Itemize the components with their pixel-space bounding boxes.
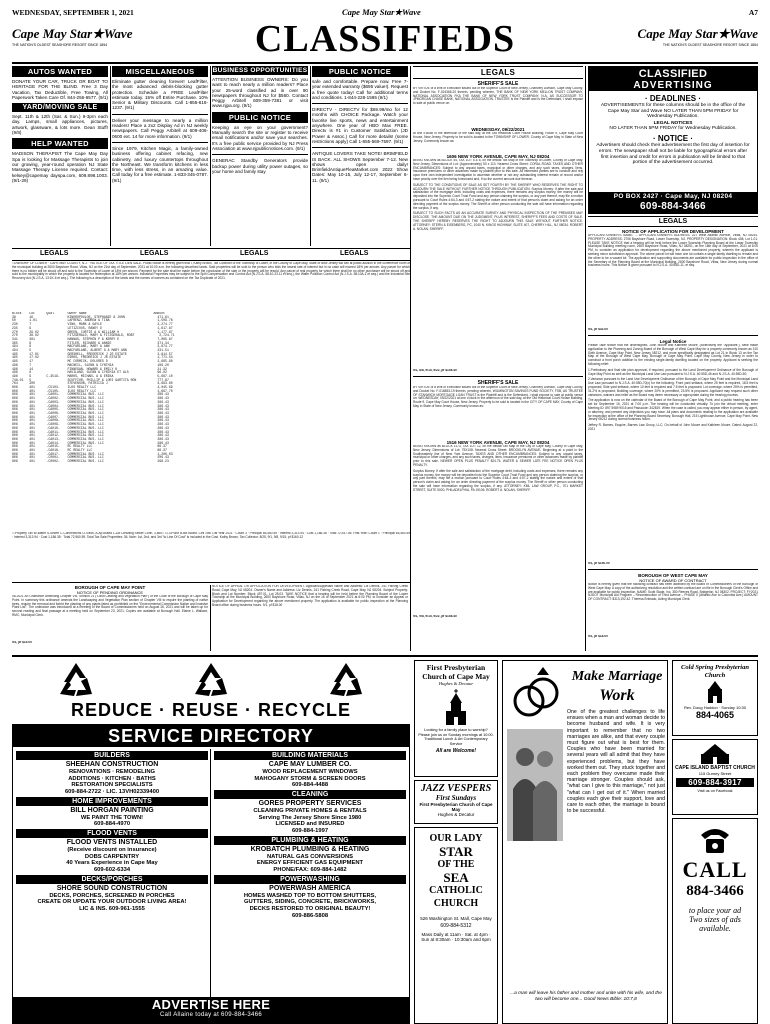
make-marriage-work-ad bbox=[502, 660, 668, 1024]
sheriff-sale-column: LEGALS SHERIFF'S SALE BY VIRTUE of a Writ of Execution issued out of the Superior Court of New Jersey, Chancery Division, Cape May County, and Docket No. F-024365-20 therein, pending wherein, THE BANK OF NEW YORK MELLON TRUST COMPANY, NATIONAL ASSOCIATION FKA THE BANK OF NEW YORK TRUST COMPANY, N.A. AS SUCCESSOR TO JPMORGAN CHASE BANK, NATIONAL ASSOCIATION, TRUSTEE is the Plaintiff and is the Defendant, I shall expose to sale at public venue on: WEDNESDAY, 09/22/2021 at one o'clock in the afternoon of the said day, at the Old Historical Court House Building, Route 9, Cape May Court House, New Jersey. Property to be sold is located in the TOWNSHIP OF LOWER, County of Cape May in State of New Jersey. Commonly known as: 1606 NEW YORK AVENUE, CAPE MAY, NJ 08204 BEING KNOWN as BLOCK 44, TAX LOT 5 & 6, on the official Tax Map of the Township of Lower, County of Cape May, New Jersey. Dimensions of Lot: (Approximately) 50 x 110. Nearest Cross Street: CORAL ROAD. TAXES AND OTHER ENCUMBRANCES: Subject to any unpaid taxes, municipal or other charges, and any such taxes, charges, liens, insurance premiums or other advances made by plaintiff prior to this sale. All interested parties are to conduct and rely upon their own independent investigation to ascertain whether or not any outstanding interest remain of record and/or have priority over the lien being foreclosed and, if so the current amount due thereon. SUBJECT TO THE CONDITIONS OF SALE AS SET FOURTH BY THE SHERIFF WHO RESERVES THE RIGHT TO ADJOURN THE SALE WITHOUT FURTHER NOTICE THROUGH PUBLICATION. Surplus Money: If after the sale and satisfaction of the mortgage debt, including costs and expenses, there remains any surplus money, the money will be deposited into the Superior Court Trust Fund and any person claiming the surplus, or any part thereof, may file a motion pursuant to Court Rules 4:64-3 and 4:57-2 stating the nature and extent of that person's claim and asking for an order directing payment of the surplus money. The Sheriff or other person conducting the sale will have information regarding the surplus, if any. SUBJECT TO SUCH FACTS AS AN ACCURATE SURVEY AND PHYSICAL INSPECTION OF THE PREMISES MAY DISCLOSE. THE AMOUNT DUE ON THE JUDGMENT, PLUS INTEREST, SHERIFF'S FEES AND COSTS OF SALE. THE SHERIFF HEREBY RESERVES THE RIGHT TO ADJOURN THIS SALE WITHOUT FURTHER NOTICE. ATTORNEY: STERN & EISENBERG, PC, 1040 N. KINGS HIGHWAY, SUITE 407, CHERRY HILL, NJ 08034. ROBERT A. NOLAN, SHERIFF. 9/1, 8/8, 9/15, 9/22, pf $158.40 SHERIFF'S SALE BY VIRTUE of a Writ of Execution issued out of the Superior Court of New Jersey, Chancery Division, Cape May County, and Docket No. F-016853-19 therein, pending wherein, WILMINGTON SAVINGS FUND SOCIETY, FSB, AS TRUSTEE OF STANWICH MORTGAGE LOAN TRUST is the Plaintiff and is the Defendant, I shall expose to sale at public venue on: WEDNESDAY, 09/22/2021 at one o'clock in the afternoon of the said day, at the Old Historical Court House Building, Route 9, Cape May Court House, New Jersey. Property to be sold is located in the CITY OF CAPE MAY, County of Cape May in State of New Jersey. Commonly known as: 1516 NEW YORK AVENUE, CAPE MAY, NJ 08204 BEING KNOWN as BLOCK 1173, TAX LOT 12, on the official Tax Map of the City of Cape May, County of Cape May, New Jersey. Dimensions of Lot: 75X108. Nearest Cross Street: BROOKLYN AVENUE. Beginning at a point in the Southeasterly line of New York Avenue. TAXES AND OTHER ENCUMBRANCES: Subject to any unpaid taxes, municipal or other charges, and any such taxes, charges, liens, insurance premiums or other advances made by plaintiff prior to this sale. NEWER OPEN PLUS PENALTY $24.75. WATER & SEWER LATE FEE NOTICE OPEN PLUS PENALTY. Surplus Money: If after the sale and satisfaction of the mortgage debt, including costs and expenses, there remains any surplus money, the money will be deposited into the Superior Court Trust Fund and any person claiming the surplus, or any part thereof, may file a motion pursuant to Court Rules 4:64-3 and 4:57-2 stating the nature and extent of that person's claim and asking for an order directing payment of the surplus money. The Sheriff or other person conducting the sale will have information regarding the surplus, if any. ATTORNEY: KML LAW GROUP, P.C., 701 MARKET STREET, SUITE 5000, PHILADELPHIA, PA 19106. ROBERT A. NOLAN, SHERIFF. 9/1, 9/8, 9/15, 9/22, pf $158.40 bbox=[413, 68, 583, 618]
sheriff-sale-heading-1: SHERIFF'S SALE bbox=[477, 81, 519, 87]
cape-may-point-title: BOROUGH OF CAPE MAY POINT bbox=[74, 585, 146, 590]
service-listing-line: 609-884-2722 · LIC. 13VH02339400 bbox=[64, 789, 160, 796]
baptist-church-icon bbox=[695, 744, 735, 764]
service-listing-line: ADDITIONS · KITCHEN · BATHS bbox=[68, 775, 156, 782]
service-listing-line: 40 Years Experience in Cape May bbox=[66, 860, 158, 867]
jazz-vespers-title: JAZZ VESPERS bbox=[420, 783, 492, 794]
service-listing-line: 609-884-4970 bbox=[93, 821, 131, 828]
cold-spring-phone[interactable]: 884-4065 bbox=[695, 710, 735, 720]
wedding-rings-icon bbox=[507, 665, 565, 727]
first-presbyterian-sub: Hughes & Decatur bbox=[438, 681, 474, 686]
baptist-name: CAPE ISLAND BAPTIST CHURCH bbox=[675, 765, 755, 771]
left-logo: Cape May Star★Wave bbox=[12, 26, 133, 41]
help-wanted-heading: HELP WANTED bbox=[12, 138, 108, 149]
first-presbyterian-welcome: All are Welcome! bbox=[435, 748, 477, 754]
public-notice-heading-2: PUBLIC NOTICE bbox=[312, 66, 408, 77]
cold-spring-church-icon bbox=[705, 681, 725, 703]
legal-notice-title: Legal Notice bbox=[659, 339, 687, 344]
deadlines-body: ADVERTISEMENTS for these columns should be in the office of the Cape May Star and Wave NO LATER THAN 5PM FRIDAY for Wednesday Publication. bbox=[600, 103, 746, 120]
classified-title-2: ADVERTISING bbox=[589, 80, 757, 91]
service-directory-left bbox=[16, 750, 208, 913]
call-line-1: to place your ad bbox=[688, 906, 742, 915]
advertise-title: ADVERTISE HERE bbox=[151, 997, 271, 1012]
col-public-notice bbox=[312, 66, 408, 246]
service-listing-line: (Receive discount on insurance) bbox=[67, 847, 157, 854]
classifieds-title: CLASSIFIEDS bbox=[254, 18, 516, 60]
legals-heading-c: LEGALS bbox=[240, 250, 269, 257]
service-listing-line: 609-886-5808 bbox=[291, 912, 329, 919]
notice-title: · NOTICE · bbox=[653, 134, 693, 144]
misc-ad-2: Deliver your message to nearly a million readers! Place a 2x2 Display Ad in NJ weekly newspapers. Call Peggy Arbitell at 609-406-0600 ext. 14 for more information. (9/1) bbox=[112, 117, 208, 139]
generac-ad: GENERAC Standby Generators provide backup power during utility power outages, so your home and family stay bbox=[212, 158, 308, 174]
sheriff-sale-date: WEDNESDAY, 09/22/2021 bbox=[471, 127, 525, 132]
service-listing-line: CREATE OR UPDATE YOUR OUTDOOR LIVING AREA! bbox=[37, 899, 187, 906]
service-section-heading: BUILDING MATERIALS bbox=[214, 751, 406, 760]
borough-west-cape-may-title: BOROUGH OF WEST CAPE MAY bbox=[638, 573, 708, 578]
service-listing-line: DECKS, PORCHES, SCREENED IN PORCHES bbox=[49, 892, 175, 899]
service-listing-line: NATURAL GAS CONVERSIONS bbox=[266, 853, 354, 860]
business-heading: BUSINESS OPPORTUNITIES bbox=[212, 67, 308, 74]
sheriff-sale-price-1: 9/1, 8/8, 9/15, 9/22, pf $158.40 bbox=[413, 369, 457, 372]
baptist-phone[interactable]: 609-884-3917 bbox=[676, 778, 754, 787]
service-listing-line: LICENSED and INSURED bbox=[275, 821, 345, 828]
service-listing-line: KROBATCH PLUMBING & HEATING bbox=[250, 845, 370, 853]
advertise-sub: Call Allaine today at 609-884-3466 bbox=[160, 1012, 262, 1018]
call-label: CALL bbox=[682, 857, 748, 882]
service-listing-line: SHORE SOUND CONSTRUCTION bbox=[56, 884, 168, 892]
col-business bbox=[212, 66, 308, 246]
pending-ordinance-title: NOTICE OF PENDING ORDINANCE bbox=[76, 590, 144, 595]
our-lady-name bbox=[415, 832, 497, 910]
page-number: A7 bbox=[748, 8, 758, 17]
help-wanted-body: MADISON THERAPIST The Cape May Day Spa is looking for Massage Therapists to join our growing, year-round operation NJ State Massage Therapy License required. Contact: kelsey@capemay dayspa.com, 609.898.1003. (9/1-29) bbox=[12, 151, 108, 183]
award-contract-title: NOTICE OF AWARD OF CONTRACT bbox=[639, 578, 707, 583]
misc-ad-3: Since 1979, Kitchen Magic, a family-owned business offering cabinet refacing, new cabinetry, and luxury countertops throughout the Northeast. We transform kitchens in less time, with less stress, in an amazing value. Call today for a free estimate. 1-833-345-0787. (9/1) bbox=[112, 145, 208, 183]
service-section-heading: CLEANING bbox=[214, 790, 406, 799]
col7-price-1: 9/1, pf $32.00 bbox=[588, 328, 608, 331]
misc-ad-1: Eliminate gutter cleaning forever! LeafFilter, the most advanced debris-blocking gutter protection. Schedule a FREE LeafFilter estimate today. 15% off Entire Purchase. 10% Senior & Military Discounts. Call 1-855-616-1237. (9/1) bbox=[112, 79, 208, 111]
tax-sale-table: Block Lot Qual Owner Name Amount 38 16 KINDROPOULOS, STEPHANIE & JOHN 471.61 50 1.01 LAFRENZ, ANDREW & TINA 1,509.76 230 7 VINK, MARK & GAYLE 2,274.77 235 9 LETIZIOUS, RANDY D 1,617.87 270 29.02 GREEN, CURTIS A & WILLIAM H 1,177.87 270 38.02 FITZGERALD, MARY & FITZGERALD, ROBT 2,724.71 341 301 HANNAS, STEPHEN P & KERRY E 7,065.87 365 8 FITLER, RICHARD & ANNIE 371.34 494 8 MACFARLANE, MARY & ANN 3,674.77 494 5 MACFARLANE, ALBERT G & MARY ANN 231.51 495 17.01 GERSHELL, FREDERICK J JR ESTATE 2,814.57 495 17.02 DIRKS, FREDERICK J JR ESTATE 1,771.54 495 17 MC CORMICK, DOLORES D 2,665.90 496 7 MACNEIL, GLENN & CYNTHIA 189.20 496 14 FINNEGAN, HOWARD & EMILY K 21.32 496 8 HAVILAND, GLENN & CYNTHIA ET ALS 96.02 496 9 C-3519- MARKS, MICHAEL A & ERIKA 5,687.10 748.01 5 SCUFFIOR, PHILLIP & LORI GARTITA RON 777.87 764 300 STEVENSON, PATRICIA J 3,693.60 806 401 -C5103- ILKS REALTY LLC 4,045.69 806 401 -C5105- ILKS REALTY LLC 1,697.70 806 401 -CA001- COMMERCIAL BUS. LLC 286.43 806 401 -CA002- COMMERCIAL BUS. LLC 286.43 806 401 -CA003- COMMERCIAL BUS. LLC 286.43 806 401 -CA004- COMMERCIAL BUS. LLC 286.43 806 401 -CA005- COMMERCIAL BUS. LLC 286.43 806 401 -CA006- COMMERCIAL BUS. LLC 286.43 806 401 -CA007- COMMERCIAL BUS. LLC 286.43 806 401 -CA008- COMMERCIAL BUS. LLC 286.43 806 401 -CA009- COMMERCIAL BUS. LLC 286.43 806 401 -CA010- COMMERCIAL BUS. LLC 286.43 806 401 -CA011- COMMERCIAL BUS. LLC 286.43 806 401 -CA012- COMMERCIAL BUS. LLC 286.43 806 401 -CA013- COMMERCIAL BUS. LLC 286.43 806 401 -CA014- COMMERCIAL BUS. LLC 286.43 806 401 -CA015- RC REALTY LLC 86.37 806 401 -CA016- RC REALTY LLC 86.37 806 401 -CA017- COMMERCIAL BUS. LLC 1,206.03 806 401 -C0001- COMMERCIAL BUS. LLC 206.43 806 401 -C0002- COMMERCIAL BUS. LLC 298.23 bbox=[12, 312, 175, 464]
sheriff-sale-price-2: 9/1, 9/8, 9/15, 9/22, pf $158.40 bbox=[413, 615, 457, 618]
service-listing-line: Serving The Jersey Shore Since 1980 bbox=[258, 814, 362, 821]
service-directory-title: SERVICE DIRECTORY bbox=[13, 725, 409, 747]
col-misc bbox=[112, 66, 208, 246]
our-lady-name-line: CATHOLIC bbox=[429, 885, 483, 896]
service-section-heading: BUILDERS bbox=[16, 751, 208, 760]
couple-photo bbox=[507, 729, 563, 841]
our-lady-mass-times: Mass Daily at 11am · Sat. at 4pm · Sun at 8:30am · 10:30am and 6pm bbox=[421, 932, 491, 943]
directv-ad: DIRECTV - DIRECTV for $69.99/mo for 12 months with CHOICE Package. Watch your favorite live sports, news and entertainment anywhere. One year of HBO Max FREE. Directv is #1 in Customer Satisfaction (JD Power & Assoc.) Call for more details! (some restrictions apply) Call 1-855-569-7597. (9/1) bbox=[312, 107, 408, 144]
recycle-arrow-icon-1 bbox=[54, 660, 98, 705]
sheriff-sale-address-1: 1606 NEW YORK AVENUE, CAPE MAY, NJ 08204 bbox=[446, 154, 550, 159]
call-phone[interactable]: 884-3466 bbox=[686, 883, 744, 899]
sheriff-sale-address-2: 1516 NEW YORK AVENUE, CAPE MAY, NJ 08204 bbox=[446, 440, 550, 445]
service-listing-line: GUTTERS, SIDING, CONCRETE, BRICKWORKS, bbox=[243, 899, 377, 906]
service-section-heading: POWERWASHING bbox=[214, 875, 406, 884]
recycle-banner bbox=[12, 660, 410, 720]
autos-wanted-heading: AUTOS WANTED bbox=[12, 66, 108, 77]
our-lady-name-line: OUR LADY bbox=[429, 833, 483, 844]
service-listing-line: FLOOD VENTS INSTALLED bbox=[66, 839, 158, 847]
antique-ad: ANTIQUE LOVERS TAKE NOTE! BRIMFIELD IS BACK. ALL SHOWS September 7-12. New shows open daily! BrimfieldAntiqueFleaMarket.com 2022 Show Dates: May 10-15, July 12-17, September 6-11. (9/1) bbox=[312, 151, 408, 183]
service-listing-line: WOOD REPLACEMENT WINDOWS bbox=[262, 769, 358, 776]
paper-name: Cape May Star★Wave bbox=[342, 7, 421, 17]
service-listing-line: CAPE MAY LUMBER CO. bbox=[268, 761, 352, 768]
classified-phone[interactable]: 609-884-3466 bbox=[589, 201, 757, 213]
cape-may-point-price: 9/1, pf $15.00 bbox=[12, 641, 32, 644]
our-lady-name-line: STAR bbox=[439, 844, 473, 859]
legals-heading-d: LEGALS bbox=[340, 250, 369, 257]
telephone-icon bbox=[697, 825, 733, 855]
call-line-2: Two sizes of ads available. bbox=[689, 915, 741, 933]
legals-heading-col7: LEGALS bbox=[588, 216, 758, 227]
recycle-slogan: REDUCE · REUSE · RECYCLE bbox=[70, 700, 352, 720]
po-box: PO BOX 2427 · Cape May, NJ 08204 bbox=[589, 192, 757, 201]
legal-notices-title: LEGAL NOTICES bbox=[653, 120, 693, 126]
sheriff-sale-heading-2: SHERIFF'S SALE bbox=[477, 380, 519, 386]
deadlines-title: · DEADLINES · bbox=[645, 94, 701, 103]
yard-sale-body: Sept. 11th & 12th (Sat. & Sun.) 9-3pm each day. Lamps, small appliances, pictures, artwork, glassware, & lots more. Gean Stuff! (9/8) bbox=[12, 114, 108, 136]
masthead bbox=[12, 18, 758, 60]
our-lady-phone[interactable]: 609-884-5312 bbox=[440, 923, 472, 929]
service-listing-line: GORES PROPERTY SERVICES bbox=[258, 800, 362, 808]
service-listing-line: RESTORATION SPECIALISTS bbox=[71, 782, 153, 789]
service-listing-line: DOBS CARPENTRY bbox=[84, 853, 140, 860]
service-listing-line: HOMES WASHED TOP TO BOTTOM SHUTTERS, bbox=[243, 892, 377, 899]
service-listing-line: 609-884-4488 bbox=[291, 782, 329, 789]
jazz-vespers-where: First Presbyterian Church of Cape May bbox=[419, 802, 493, 812]
service-listing-line: WE PAINT THE TOWN! bbox=[80, 814, 144, 821]
notice-body: Advertisers should check their advertisement the first day of insertion for errors. The newspaper shall not be liable for typographical errors after first insertion and credit for errors in publication will be limited to that portion of the advertisement occurred. bbox=[596, 143, 750, 166]
service-listing-line: 609-884-1997 bbox=[291, 828, 329, 835]
col7-price-3: 9/1, pf $18.00 bbox=[588, 635, 608, 638]
service-listing-line: DECKS RESTORED TO ORIGINAL BEAUTY! bbox=[249, 906, 371, 913]
col-autos bbox=[12, 66, 108, 246]
tax-sale-footer: T-Property Tax W-Water S-Sewer C-Connections O-Trash. A-Ap Assed L-Lot Cleaning Sewer Conn. 3,660T. G-GFWM B-BB Board. Cell Tow. List Year 2021 · Count 3 · Principal 65,460.59 · Interest 3,313.94 · Cost 1,186.38 · Total 72,937.06. First Year: Count 1 · Principal 65,460.59 · Interest 3,313.94 · Cost 1,186.38 · Total 72,960.59. Total Tax Sale Properties: 36. Note: 1st, 2nd, and 3rd "to Line Of Cost" is included in the Cost. Kathy Brown, Tax Collector. 8/25, 9/1, 9/8, 9/15, pf $160.12 bbox=[12, 532, 410, 539]
generac-continued: safe and comfortable. Prepare now. Free 7-year extended warranty ($695 value!). Request a free quote today! Call for additional terms and conditions. 1-844-228-1595 (9/1) bbox=[312, 79, 408, 100]
yard-sale-heading: YARD/MOVING SALE bbox=[12, 103, 108, 112]
our-lady-address: 526 Washington St. Mall, Cape May bbox=[420, 916, 492, 921]
service-section-heading: PLUMBING & HEATING bbox=[214, 836, 406, 845]
cape-may-point-notice: BOROUGH OF CAPE MAY POINT NOTICE OF PENDING ORDINANCE 08-2021 An Ordinance Amending Chapter VIII, Section 21 ("Land Clearing and Vegetation Plan") of the Code of the Borough of Cape May Point. In summary this ordinance amends the Landscaping and Vegetation Plan section of Chapter VIII to require the planting of native trees, require the removal and forbid the planting of any plants listed as prohibited on the "Environmental Commission Native and Invasive Plant List". The ordinance was introduced at a meeting of the Board of Commissioners held on August 26, 2021 and will be taken up for second reading and final passage at a meeting held on September 23, 2021. Copies are available at Borough Hall. Elaine L. Wallace, RMC, Municipal Clerk. 9/1, pf $15.00 bbox=[12, 585, 208, 644]
cold-spring-name: Cold Spring Presbyterian Church bbox=[681, 664, 749, 679]
page-date: WEDNESDAY, SEPTEMBER 1, 2021 bbox=[12, 8, 134, 17]
our-lady-name-line: CHURCH bbox=[433, 898, 479, 909]
legal-notices-body: NO LATER THAN 5PM FRIDAY for Wednesday Publication. bbox=[609, 125, 737, 131]
tax-sale-intro: TOWNSHIP OF LOWER · CAPE MAY COUNTY, N.J. · NOTICE OF TAX TITLE LIEN SALE. Public notice is hereby given that I, Kathy Brown, Tax Collector of the Township of Lower, in the County of Cape May, State of New Jersey will sell at public auction in the conference room of the municipal building at 2600 Bayshore Road, Villas, NJ on the 21st day of September, 2021 at 10:00 a.m. the following described lands. Said properties will be sold to the person who bids the lowest rate of interest but in no case will exceed 18% per annum. Any parcel for which there is no bidder will be struck off and sold to the Township of Lower at 18% per annum. Payment for the sale shall be made before the conclusion of the sale or the property will be resold. Any parcel of real property for which there shall be no other purchaser will be struck off and sold to the municipality in which the property is located for redemption at 18% per annum. Industrial Properties may be subject to the Spill Compensation and Control Act (N.J.S.A. 58:10-23.11 et seq.), the Water Pollution Control Act (N.J.S.A. 58:10A-1 et seq.) and the Industrial Site Recovery Act (N.J.S.A. 13:1K-6 et seq.). The following is a description of the lands and the names of owners as contained on the Tax Duplicate of 2021. bbox=[12, 262, 410, 281]
legals-heading-a: LEGALS bbox=[40, 250, 69, 257]
jazz-vespers-ad bbox=[414, 780, 498, 824]
right-logo: Cape May Star★Wave bbox=[637, 26, 758, 41]
classified-title-1: CLASSIFIED bbox=[589, 67, 757, 80]
service-listing-line: CLEANING PRIVATE HOMES & RENTALS bbox=[253, 808, 367, 815]
service-listing-line: ENERGY EFFICIENT GAS EQUIPMENT bbox=[256, 860, 364, 867]
service-listing-line: 609-602-6334 bbox=[93, 867, 131, 874]
service-section-heading: HOME IMPROVEMENTS bbox=[16, 797, 208, 806]
service-section-heading: DECKS/PORCHES bbox=[16, 875, 208, 884]
cold-spring-ad bbox=[672, 660, 758, 736]
first-presbyterian-name: First Presbyterian Church of Cape May bbox=[422, 663, 490, 681]
service-directory-right bbox=[214, 750, 406, 919]
call-to-place-ad bbox=[672, 818, 758, 1024]
service-directory bbox=[12, 724, 410, 1024]
service-listing-line: PHONE/FAX: 609-884-1482 bbox=[273, 867, 347, 874]
advertise-here-banner[interactable] bbox=[13, 997, 409, 1023]
cape-island-baptist-ad bbox=[672, 739, 758, 815]
right-tagline: THE NATION'S OLDEST SEASHORE RESORT SINCE 1854 bbox=[662, 43, 758, 47]
jazz-vespers-sub: Hughes & Decatur bbox=[437, 812, 475, 817]
legals-heading-b: LEGALS bbox=[140, 250, 169, 257]
church-steeple-icon bbox=[443, 689, 469, 725]
col7-price-2: 9/1, pf $150.00 bbox=[588, 562, 610, 565]
public-notice-body-1: Keeping an eye on your government? Manually search the site or register to receive email notifications and/or save your searches. It's a free public service provided by NJ Press Association at www.njpublicnotices.com. (9/1) bbox=[212, 124, 308, 151]
recycle-arrow-icon-2 bbox=[189, 660, 233, 705]
cold-spring-sub: Rev. Doug Haddon · Sunday 10:30 bbox=[684, 705, 746, 710]
left-tagline: THE NATION'S OLDEST SEASHORE RESORT SINCE 1854 bbox=[12, 43, 108, 47]
baptist-address: 115 Gurney Street bbox=[698, 771, 732, 776]
marriage-title-2: Work bbox=[599, 687, 635, 704]
public-notice-heading-1: PUBLIC NOTICE bbox=[212, 112, 308, 123]
marriage-body: One of the greatest challenges to life ensues when a man and woman decide to become husband and wife. It is very important to remember that no two marriages are alike, and that every couple must figure out what is best for them. Couples who have been married for several years will all admit that they have experienced problems, but they have worked them out. They stuck together and each problem they overcame made their marriage stronger. Couples should ask, "what can I give to this marriage," not just "what can I get out of it." When married couples each give their support, love and care to each other, the marriage is bound to be successful. bbox=[567, 709, 665, 815]
business-body: ATTENTION BUSINESS OWNERS: Do you want to reach nearly a million readers? Place your 25-word classified ad in over 90 newspapers throughout NJ for $560. Contact Peggy Arbitell 609-359-7381 or visit www.njpa.org. (9/1) bbox=[212, 77, 308, 109]
service-listing-line: SHEEHAN CONSTRUCTION bbox=[65, 761, 159, 768]
service-listing-line: POWERWASH AMERICA bbox=[269, 884, 351, 892]
service-listing-line: LIC & INS. 609-961-1555 bbox=[79, 906, 145, 913]
autos-wanted-body: DONATE YOUR CAR, TRUCK OR BOAT TO HERITAGE FOR THE BLIND. Free 3 Day Vacation, Tax Deductible, Free Towing, All Paperwork Taken Care Of. 844-256-6577. (9/1) bbox=[12, 79, 108, 100]
application-development-title: NOTICE OF APPLICATION FOR DEVELOPMENT bbox=[621, 229, 724, 234]
service-section-heading: FLOOD VENTS bbox=[16, 829, 208, 838]
marriage-verse: ...a man will leave his father and mother and unite with his wife, and the two will become one... Good News Bible: 10:7,8 bbox=[510, 991, 662, 1002]
our-lady-star-of-sea-ad bbox=[414, 827, 498, 1024]
first-presbyterian-ad bbox=[414, 660, 498, 777]
service-listing-line: RENOVATIONS · REMODELING bbox=[68, 769, 156, 776]
service-listing-line: MAHOGANY STORM & SCREEN DOORS bbox=[254, 775, 366, 782]
legals-header-row bbox=[12, 250, 410, 260]
classified-advertising-box bbox=[588, 66, 758, 214]
our-lady-name-line: OF THE bbox=[437, 859, 475, 870]
legals-heading-col5: LEGALS bbox=[413, 66, 583, 79]
col7-legals: LEGALS NOTICE OF APPLICATION FOR DEVELOPMENT APPLICANT/OWNER'S NAME: ... APPLICANT/OWNER'S ADDRESS: 227 West Atlantic Avenue, Villas, NJ 08251. PROPERTY ADDRESS: 2706 Bayshore Road, Lower Township, NJ. PROPERTY DESIGNATION: Block 408, Lot 1.01. PLEASE TAKE NOTICE that a hearing will be held before the Lower Township Planning Board at the Lower Township Municipal Building meeting room, 2600 Bayshore Road, Villas, NJ 08251, on the 16th day of September, 2021 at 6:00 PM, to consider an application for development regarding the above mentioned property, wherein the applicant is seeking minor subdivision approval. The above parcel lot will have one lot contain a single family dwelling to remain and the other to be a vacant lot. The application and supporting documents are available for public inspection in the office of the Secretary of the Planning Board at the Municipal Building, 2600 Bayshore Road, Villas, New Jersey during normal business hours. This Notice is given pursuant to N.J.S.A. 40:55D-11, et seq. 9/1, pf $32.00 Legal Notice Please Take Notice that the undersigned, John Moore and Kathleen Moore, (collectively the "Applicant"), have made application to the Planning and Zoning Board of the Borough of West Cape May for a property commonly known as 310 Sixth Avenue, Cape May Point, New Jersey 08212, and more specifically designated as Lot 21 in Block 13 on the Tax Map of the Borough of West Cape May, Borough of Cape May Point. Cape May County, New Jersey in order to construct a front porch addition to the existing single-family dwelling located on the property. Applicant is seeking the following relief: 1.Preliminary and final site plan approval, if required, pursuant to the Land Development Ordinance of the Borough of Cape May Point as well as the Municipal Land Use Law pursuant to N.J.S.A. 40:55D-46 and N.J.S.A. 40:55D-50; 2.Variance pursuant to the Land Use Development Ordinance of the Borough of Cape May Point and the Municipal Land Use Law pursuant to N.J.S.A. 40:55D-70(c) for the following: Front yard setback, where 25 feet is required, 18.5 feet is proposed; Side yard setback, where 10 feet is required and 7.5 feet is proposed; Lot coverage, where 25% is permitted, 31.2% is proposed; Building coverage, where 20% is permitted, 23.5% is proposed. Applicant may request such other variances, waivers and relief as the Board may deem necessary or appropriate during the hearing process. The application is now on the calendar of the Board of the Borough of Cape May Point, and a public hearing has been set for September 15, 2021 at 7:00 p.m. The hearing will be conducted virtually. To join the virtual meeting, enter Meeting ID: 897 5989 9015 and Passcode: 342819. When the case is called, you may appear either in person, by agent, or attorney, and present any objections you may have. All plans and documents relating to the application are available for inspection at the office of the Planning Board Secretary, Borough Hall, 215 Lighthouse Avenue, Cape May Point, New Jersey 08212 during normal business hours. Jeffrey R. Barnes, Esquire, Barnes Law Group, LLC, On behalf of John Moore and Kathleen Moore. Dated: August 22, 2021 9/1, pf $150.00 BOROUGH OF WEST CAPE MAY NOTICE OF AWARD OF CONTRACT Notice is hereby given that the following contract has been awarded by the Board of Commissioners of the Borough of West Cape May. A copy of the authorizing resolution and the written contract are on file in the Borough Clerk's Office and are available for public inspection. NAME: Scott Slade, Inc. 350 Reeves Road, Bridgeton, NJ 08302. PROJECT: FY2021 NJDOT Municipal Aid Program – Reconstruction of Third Avenue – PHASE II (Atlantic Ave to Columbia Ave.) AMOUNT OF CONTRACT: $313,192.42. Theresa Enteado, Acting Municipal Clerk. 9/1, pf $18.00 bbox=[588, 218, 758, 638]
first-presbyterian-tagline: Looking for a family place to worship? Please join us on Sunday mornings at 10:00. Traditional Lunch & Art Contemporary Service bbox=[418, 728, 494, 746]
service-listing-line: BILL HORGAN PAINTING bbox=[70, 806, 154, 814]
misc-heading: MISCELLANEOUS bbox=[112, 66, 208, 77]
our-lady-name-line: SEA bbox=[443, 870, 469, 885]
recycle-arrow-icon-3 bbox=[324, 660, 368, 705]
jazz-vespers-day: First Sundays bbox=[435, 794, 477, 802]
baptist-note: Visit us on Facebook bbox=[697, 789, 733, 793]
marriage-title-1: Make Marriage bbox=[571, 669, 663, 684]
application-development-notice: NOTICE OF APPEAL OR APPLICATION FOR DEVELOPMENT. Applicant/Appellant Name and Address: Liz Dennis, 241 Fishing Creek Road, Cape May, NJ 08204. Owner's Name and Address: Liz Dennis, 241 Fishing Creek Road, Cape May, NJ 08204. Subject Property: Block and Lot Number: Block 497.01, Lot 28.03. TAKE NOTICE that a hearing will be held before the Planning Board of the Lower Township at the Municipal Building, 2600 Bayshore Road, Villas, NJ on the 16 of September 2021 at 6:00 PM, to consider an Appeal or Application for Development regarding the above mentioned property. The application is available for public inspection at the Planning Board office during business hours. 9/1, pf $18.00 bbox=[212, 585, 408, 607]
